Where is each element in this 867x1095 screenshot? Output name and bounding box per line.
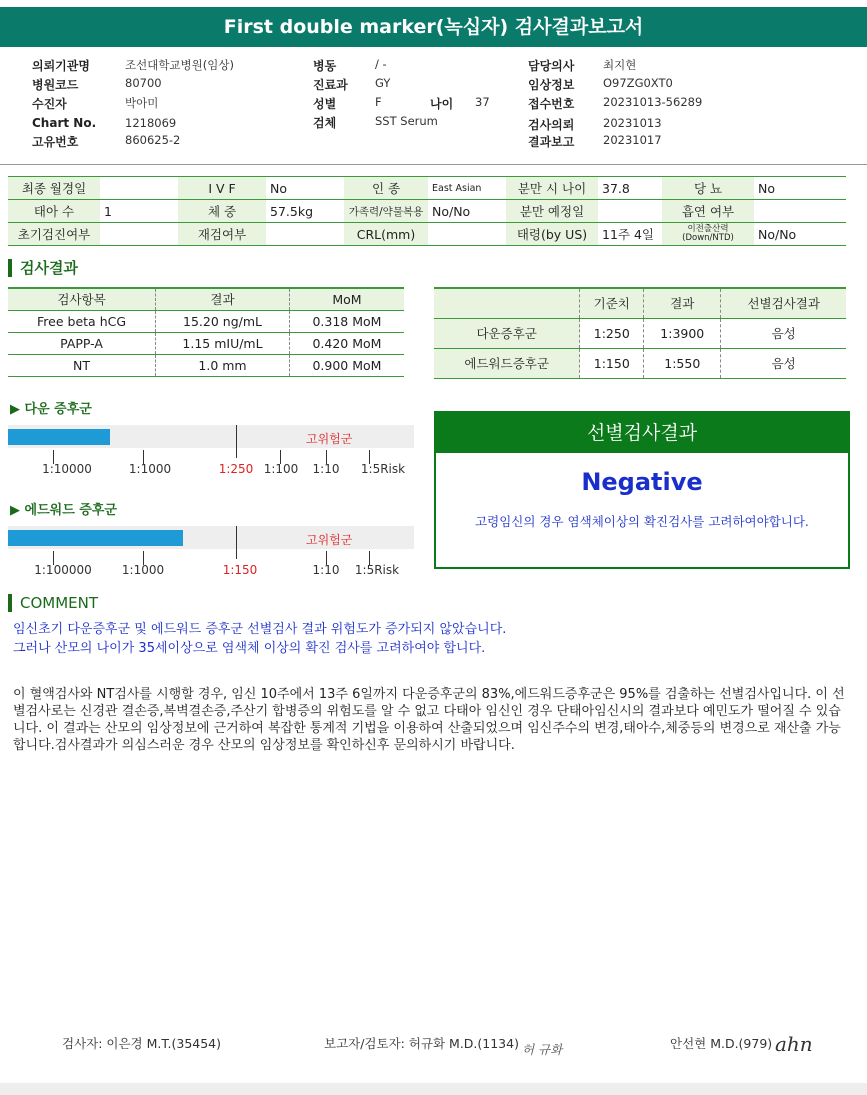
results-cell: 1.15 mIU/mL bbox=[156, 332, 290, 354]
screening-note: 고령임신의 경우 염색체이상의 확진검사를 고려하여야합니다. bbox=[475, 514, 809, 529]
results-cell: PAPP-A bbox=[8, 332, 156, 354]
request-label: 검사의뢰 bbox=[528, 118, 575, 132]
code-value: 80700 bbox=[125, 76, 162, 90]
age-value: 37 bbox=[475, 95, 490, 109]
inst-label: 의뢰기관명 bbox=[32, 59, 90, 73]
md-handwritten-signature: ahn bbox=[775, 1032, 813, 1056]
down-tick-label: 1:5Risk bbox=[360, 462, 406, 476]
race-value: East Asian bbox=[428, 177, 506, 200]
results-cell: NT bbox=[8, 354, 156, 376]
family-label: 가족력/약물복용 bbox=[344, 200, 428, 223]
risk-cell: 1:3900 bbox=[644, 318, 721, 348]
weight-label: 체 중 bbox=[178, 200, 266, 223]
edwards-tick-label: 1:10 bbox=[312, 563, 340, 577]
lmp-label: 최종 월경일 bbox=[8, 177, 100, 200]
edwards-high-risk-label: 고위험군 bbox=[306, 533, 353, 547]
down-risk-fill bbox=[8, 429, 110, 445]
sex-value: F bbox=[375, 95, 382, 109]
edwards-tick-label: 1:100000 bbox=[34, 563, 92, 577]
edwards-cutoff-line bbox=[236, 526, 237, 559]
risk-header-cutoff: 기준치 bbox=[580, 288, 644, 318]
down-cutoff-line bbox=[236, 425, 237, 458]
smoking-label: 흡연 여부 bbox=[662, 200, 754, 223]
chart-label: Chart No. bbox=[32, 116, 97, 130]
risk-cell: 에드워드증후군 bbox=[434, 348, 580, 378]
specimen-label: 검체 bbox=[313, 116, 337, 130]
reporter-handwritten-signature: 허 규화 bbox=[522, 1042, 563, 1057]
down-title: ▶ 다운 증후군 bbox=[10, 402, 92, 417]
ivf-label: I V F bbox=[178, 177, 266, 200]
results-cell: 15.20 ng/mL bbox=[156, 310, 290, 332]
risk-cell: 음성 bbox=[721, 318, 846, 348]
retest-label: 재검여부 bbox=[178, 223, 266, 246]
ga-label: 태령(by US) bbox=[506, 223, 598, 246]
comment-line: 임신초기 다운증후군 및 에드워드 증후군 선별검사 결과 위험도가 증가되지 않았습니다. bbox=[13, 622, 507, 637]
initial-label: 초기검진여부 bbox=[8, 223, 100, 246]
risk-cell: 1:250 bbox=[580, 318, 644, 348]
down-tick-label: 1:1000 bbox=[128, 462, 172, 476]
results-header-item: 검사항목 bbox=[8, 288, 156, 310]
doctor-label: 담당의사 bbox=[528, 59, 575, 73]
clinical-value: O97ZG0XT0 bbox=[603, 76, 673, 90]
clinical-info-table bbox=[8, 176, 846, 246]
weight-value: 57.5kg bbox=[266, 200, 344, 223]
patient-label: 수진자 bbox=[32, 97, 67, 111]
down-tick-label: 1:10000 bbox=[42, 462, 92, 476]
request-value: 20231013 bbox=[603, 116, 662, 130]
down-high-risk-label: 고위험군 bbox=[306, 432, 353, 446]
results-cell: 0.420 MoM bbox=[289, 332, 404, 354]
risk-cell: 1:150 bbox=[580, 348, 644, 378]
down-tick-label: 1:10 bbox=[312, 462, 340, 476]
dept-label: 진료과 bbox=[313, 78, 348, 92]
fetus-label: 태아 수 bbox=[8, 200, 100, 223]
risk-header-blank bbox=[434, 288, 580, 318]
results-table bbox=[8, 287, 404, 377]
patient-info-block bbox=[0, 50, 867, 165]
due-value bbox=[598, 200, 662, 223]
table-row bbox=[8, 354, 404, 376]
id-value: 860625-2 bbox=[125, 133, 181, 147]
ward-value: / - bbox=[375, 57, 387, 71]
screening-result-box bbox=[434, 411, 850, 569]
code-label: 병원코드 bbox=[32, 78, 79, 92]
family-value: No/No bbox=[428, 200, 506, 223]
risk-cell: 다운증후군 bbox=[434, 318, 580, 348]
comment-title: COMMENT bbox=[8, 594, 98, 612]
comment-text bbox=[13, 620, 506, 658]
screening-result: Negative bbox=[581, 468, 703, 496]
table-row bbox=[434, 318, 846, 348]
age-delivery-label: 분만 시 나이 bbox=[506, 177, 598, 200]
crl-value bbox=[428, 223, 506, 246]
table-row bbox=[8, 332, 404, 354]
results-header-result: 결과 bbox=[156, 288, 290, 310]
sex-label: 성별 bbox=[313, 97, 337, 111]
down-tick-label: 1:250 bbox=[218, 462, 254, 476]
risk-header-screen: 선별검사결과 bbox=[721, 288, 846, 318]
dept-value: GY bbox=[375, 76, 391, 90]
table-row bbox=[434, 348, 846, 378]
age-label: 나이 bbox=[430, 97, 454, 111]
results-cell: Free beta hCG bbox=[8, 310, 156, 332]
comment-line: 그러나 산모의 나이가 35세이상으로 염색체 이상의 확진 검사를 고려하여야 합니다. bbox=[13, 641, 486, 656]
race-label: 인 종 bbox=[344, 177, 428, 200]
prior-label: 이전출산력 (Down/NTD) bbox=[662, 223, 754, 246]
explanation-paragraph: 이 혈액검사와 NT검사를 시행할 경우, 임신 10주에서 13주 6일까지 다운증후군의 83%,에드워드증후군은 95%를 검출하는 선별검사입니다. 이 선별검사로는 신경관 결손증,복벽결손증,주산기 합병증의 위험도를 알 수 없고 다태아 임신인 경우 단태아임신시의 결과보다 예민도가 떨어질 수 있습니다. 이 결과는 산모의 임상정보에 근거하여 복잡한 통계적 기법을 이용하여 산출되었으며 임신주수의 변경,태아수,체중등의 변경으로 재산출 가능합니다.검사결과가 의심스러운 경우 산모의 임상정보를 확인하신후 문의하시기 바랍니다. bbox=[13, 687, 845, 753]
receipt-label: 접수번호 bbox=[528, 97, 575, 111]
initial-value bbox=[100, 223, 178, 246]
screening-heading: 선별검사결과 bbox=[436, 413, 848, 453]
crl-label: CRL(mm) bbox=[344, 223, 428, 246]
md-signature: 안선현 M.D.(979) bbox=[670, 1036, 773, 1051]
report-value: 20231017 bbox=[603, 133, 662, 147]
results-cell: 0.900 MoM bbox=[289, 354, 404, 376]
risk-cell: 음성 bbox=[721, 348, 846, 378]
results-title: 검사결과 bbox=[8, 259, 78, 277]
down-tick-label: 1:100 bbox=[263, 462, 299, 476]
risk-header-result: 결과 bbox=[644, 288, 721, 318]
report-title: First double marker(녹십자) 검사결과보고서 bbox=[0, 7, 867, 47]
edwards-risk-fill bbox=[8, 530, 183, 546]
receipt-value: 20231013-56289 bbox=[603, 95, 703, 109]
prior-value: No/No bbox=[754, 223, 846, 246]
age-delivery-value: 37.8 bbox=[598, 177, 662, 200]
risk-table bbox=[434, 287, 846, 379]
edwards-tick-label: 1:5Risk bbox=[354, 563, 400, 577]
due-label: 분만 예정일 bbox=[506, 200, 598, 223]
smoking-value bbox=[754, 200, 846, 223]
chart-value: 1218069 bbox=[125, 116, 177, 130]
footer-bar bbox=[0, 1083, 867, 1095]
tester-signature: 검사자: 이은경 M.T.(35454) bbox=[62, 1036, 222, 1051]
edwards-tick-label: 1:150 bbox=[222, 563, 258, 577]
risk-cell: 1:550 bbox=[644, 348, 721, 378]
specimen-value: SST Serum bbox=[375, 114, 438, 128]
reporter-signature: 보고자/검토자: 허규화 M.D.(1134) bbox=[324, 1036, 519, 1051]
retest-value bbox=[266, 223, 344, 246]
patient-value: 박아미 bbox=[125, 96, 159, 110]
id-label: 고유번호 bbox=[32, 135, 79, 149]
clinical-label: 임상정보 bbox=[528, 78, 575, 92]
ga-value: 11주 4일 bbox=[598, 223, 662, 246]
edwards-title: ▶ 에드워드 증후군 bbox=[10, 503, 117, 518]
results-cell: 0.318 MoM bbox=[289, 310, 404, 332]
doctor-value: 최지현 bbox=[603, 58, 637, 72]
diabetes-value: No bbox=[754, 177, 846, 200]
ward-label: 병동 bbox=[313, 59, 337, 73]
edwards-tick-label: 1:1000 bbox=[121, 563, 165, 577]
inst-value: 조선대학교병원(임상) bbox=[125, 58, 234, 72]
table-row bbox=[8, 310, 404, 332]
results-header-mom: MoM bbox=[289, 288, 404, 310]
results-cell: 1.0 mm bbox=[156, 354, 290, 376]
ivf-value: No bbox=[266, 177, 344, 200]
report-label: 결과보고 bbox=[528, 135, 575, 149]
lmp-value bbox=[100, 177, 178, 200]
diabetes-label: 당 뇨 bbox=[662, 177, 754, 200]
fetus-value: 1 bbox=[100, 200, 178, 223]
